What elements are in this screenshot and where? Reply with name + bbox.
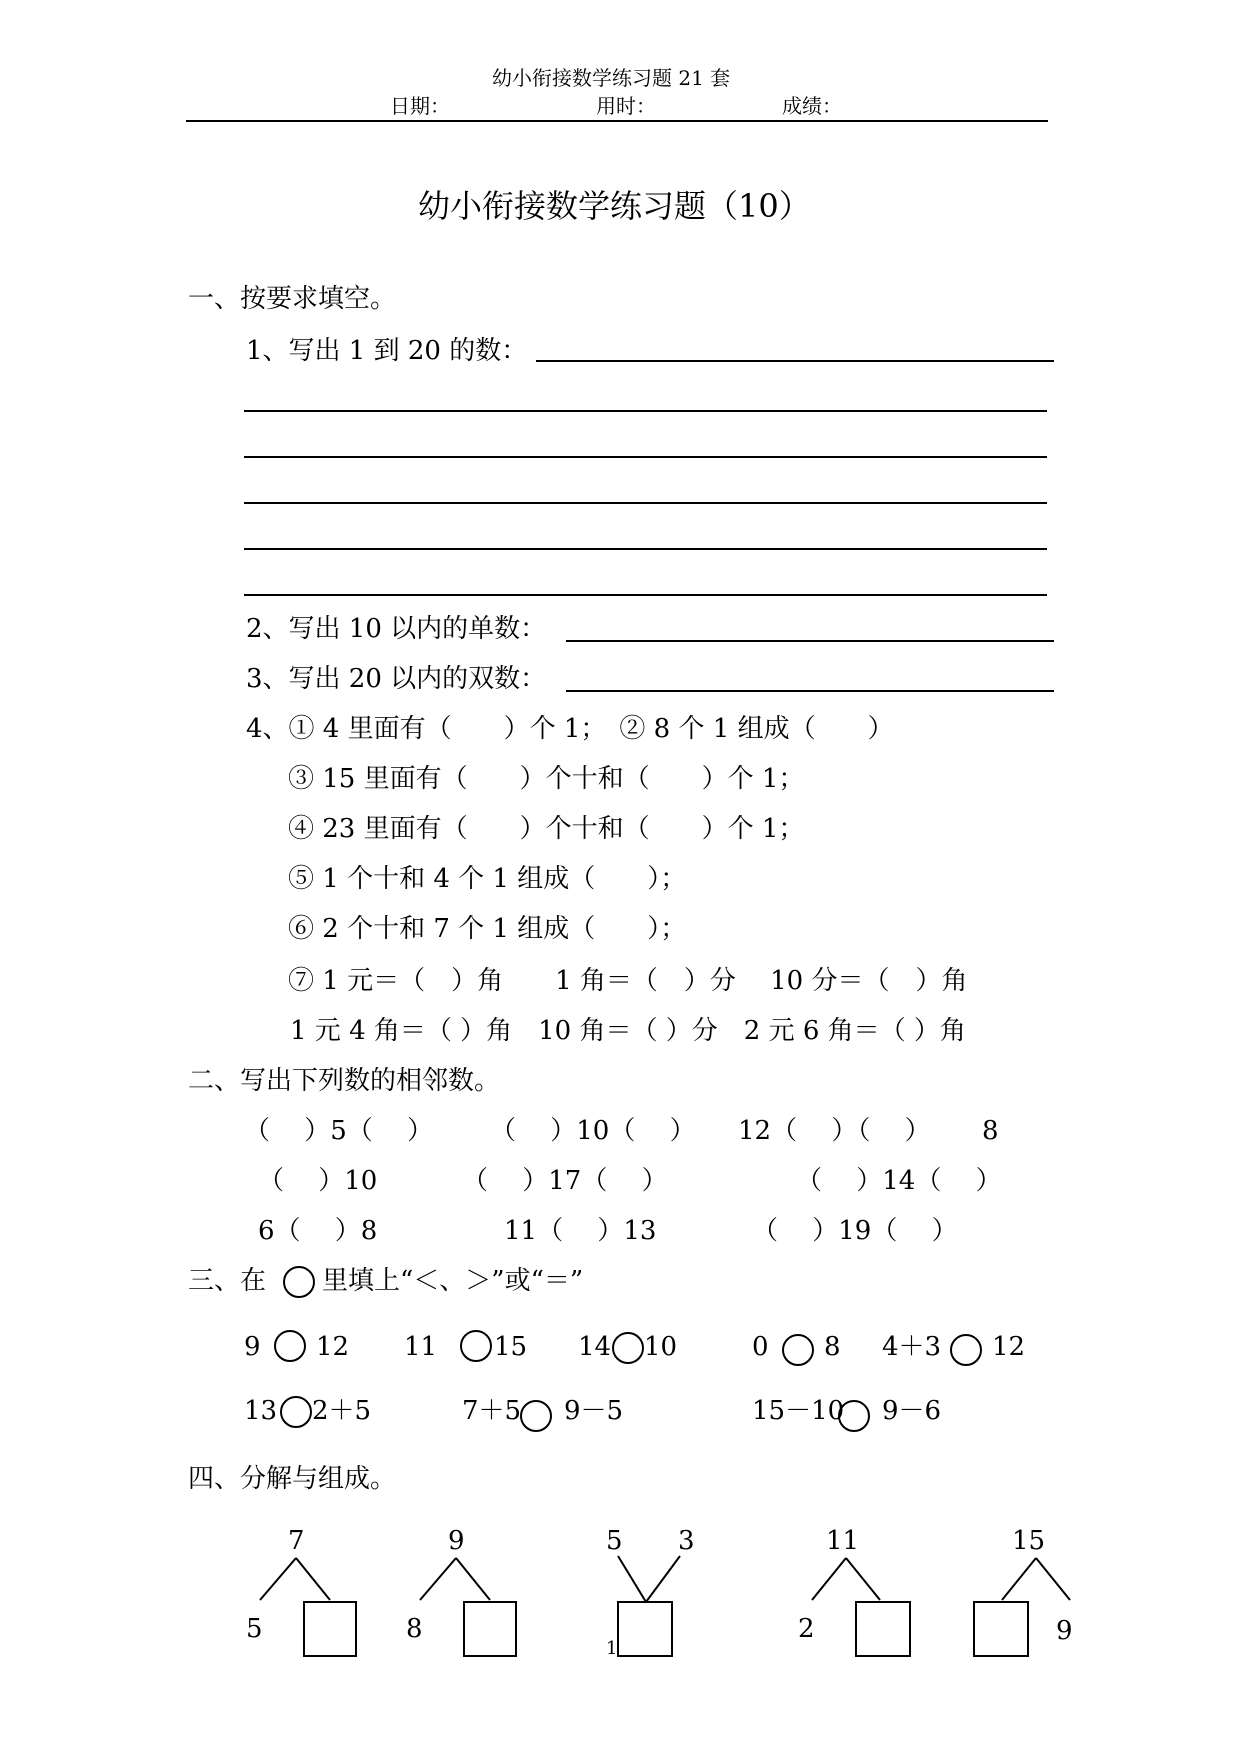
- tree4-top: 11: [826, 1526, 860, 1556]
- tree4-answer-box: [856, 1602, 910, 1656]
- compare-8-left: 15－10: [752, 1396, 845, 1426]
- series-title: 幼小衔接数学练习题 21 套: [492, 66, 731, 90]
- tree5-answer-box: [974, 1602, 1028, 1656]
- compare-7-left: 7＋5: [462, 1396, 522, 1426]
- section3-heading-suffix: 里填上“＜、＞”或“＝”: [322, 1266, 584, 1296]
- tree5-top: 15: [1012, 1526, 1046, 1556]
- q4-item-6: ⑥ 2 个十和 7 个 1 组成（ ）；: [288, 914, 687, 944]
- compare-7-right: 9－5: [564, 1396, 624, 1426]
- page-title: 幼小衔接数学练习题（10）: [418, 187, 811, 225]
- q4-item-5: ⑤ 1 个十和 4 个 1 组成（ ）；: [288, 864, 687, 894]
- date-label: 日期：: [390, 94, 450, 118]
- neighbor-1-2: （ ）10（ ）: [490, 1116, 696, 1146]
- time-label: 用时：: [596, 94, 656, 118]
- q4-item-7b: 1 元 4 角＝（ ）角 10 角＝（ ）分 2 元 6 角＝（ ）角: [290, 1016, 966, 1046]
- tree3-top-right: 3: [678, 1526, 695, 1556]
- tree5-right: 9: [1056, 1616, 1073, 1646]
- tree3-branch-right: [646, 1556, 680, 1602]
- tree2-left: 8: [406, 1614, 423, 1644]
- neighbor-2-3: （ ）14（ ）: [796, 1166, 1002, 1196]
- score-label: 成绩：: [782, 94, 842, 118]
- tree3-branch-left: [618, 1556, 646, 1602]
- tree2-branch-left: [420, 1558, 456, 1600]
- q3-label: 3、写出 20 以内的双数：: [246, 664, 547, 694]
- tree4-branch-left: [812, 1558, 846, 1600]
- tree1-top: 7: [288, 1526, 305, 1556]
- compare-8-right: 9－6: [882, 1396, 942, 1426]
- section3-heading-prefix: 三、在: [188, 1266, 267, 1296]
- compare-2-left: 11: [404, 1332, 438, 1362]
- q4-item-4: ④ 23 里面有（ ）个十和（ ）个 1；: [288, 814, 805, 844]
- q4-item-1-2: 4、① 4 里面有（ ）个 1； ② 8 个 1 组成（ ）: [246, 714, 894, 744]
- tree4-left: 2: [798, 1614, 815, 1644]
- q4-item-7a: ⑦ 1 元＝（ ）角 1 角＝（ ）分 10 分＝（ ）角: [288, 966, 968, 996]
- compare-4-right: 8: [824, 1332, 841, 1362]
- compare-4-left: 0: [752, 1332, 769, 1362]
- section1-heading: 一、按要求填空。: [188, 284, 397, 314]
- section4-heading: 四、分解与组成。: [188, 1464, 397, 1494]
- tree1-left: 5: [246, 1614, 263, 1644]
- neighbor-3-3: （ ）19（ ）: [752, 1216, 958, 1246]
- tree3-top-left: 5: [606, 1526, 623, 1556]
- compare-3-left: 14: [578, 1332, 612, 1362]
- tree1-branch-left: [260, 1558, 296, 1600]
- tree1-answer-box: [304, 1602, 356, 1656]
- neighbor-2-2: （ ）17（ ）: [462, 1166, 668, 1196]
- compare-6-left: 13: [244, 1396, 278, 1426]
- tree2-answer-box: [464, 1602, 516, 1656]
- tree5-branch-left: [1002, 1558, 1036, 1600]
- tree4-branch-right: [846, 1558, 880, 1600]
- neighbor-1-3: 12（ ）（ ）: [738, 1116, 931, 1146]
- neighbor-3-2: 11（ ）13: [504, 1216, 657, 1246]
- neighbor-2-1: （ ）10: [258, 1166, 378, 1196]
- tree1-branch-right: [296, 1558, 330, 1600]
- compare-1-right: 12: [316, 1332, 350, 1362]
- compare-3-right: 10: [644, 1332, 678, 1362]
- q4-item-3: ③ 15 里面有（ ）个十和（ ）个 1；: [288, 764, 805, 794]
- tree5-branch-right: [1036, 1558, 1070, 1600]
- compare-6-right: 2＋5: [312, 1396, 372, 1426]
- tree2-top: 9: [448, 1526, 465, 1556]
- q1-label: 1、写出 1 到 20 的数：: [246, 336, 528, 366]
- neighbor-3-1: 6（ ）8: [258, 1216, 378, 1246]
- q2-label: 2、写出 10 以内的单数：: [246, 614, 547, 644]
- compare-5-left: 4＋3: [882, 1332, 942, 1362]
- tree3-answer-box: [618, 1602, 672, 1656]
- compare-2-right: 15: [494, 1332, 528, 1362]
- tree2-branch-right: [456, 1558, 490, 1600]
- compare-1-left: 9: [244, 1332, 261, 1362]
- section2-heading: 二、写出下列数的相邻数。: [188, 1066, 501, 1096]
- page-number: 1: [606, 1638, 618, 1659]
- neighbor-1-4: 8: [982, 1116, 999, 1146]
- neighbor-1-1: （ ）5（ ）: [244, 1116, 434, 1146]
- compare-5-right: 12: [992, 1332, 1026, 1362]
